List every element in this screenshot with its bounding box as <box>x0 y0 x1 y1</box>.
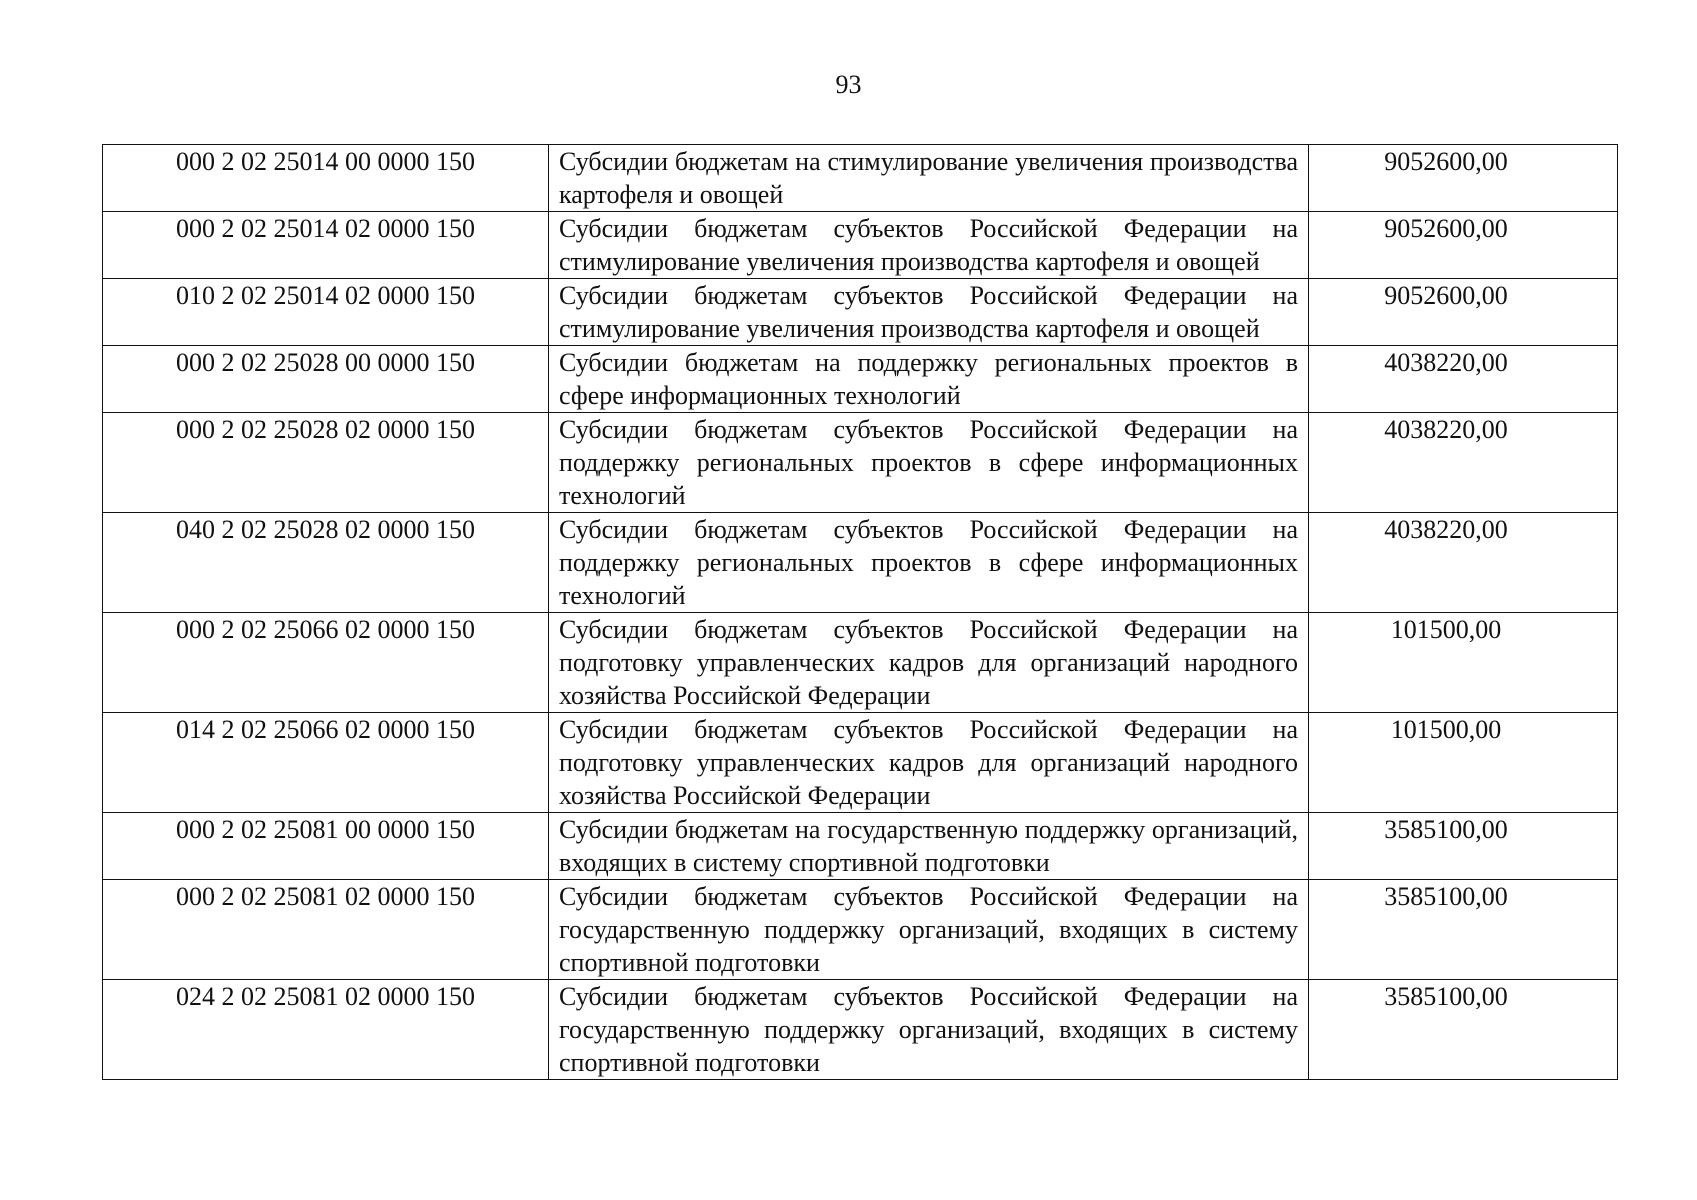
budget-code: 014 2 02 25066 02 0000 150 <box>103 713 549 813</box>
budget-description: Субсидии бюджетам субъектов Российской Федерации на поддержку региональных проектов в сфере информационных технологий <box>549 413 1309 513</box>
budget-code: 000 2 02 25066 02 0000 150 <box>103 613 549 713</box>
table-row <box>103 413 1618 513</box>
budget-code: 000 2 02 25081 00 0000 150 <box>103 813 549 880</box>
budget-amount: 9052600,00 <box>1384 214 1508 243</box>
budget-amount: 9052600,00 <box>1384 147 1508 176</box>
budget-description: Субсидии бюджетам субъектов Российской Федерации на стимулирование увеличения производства картофеля и овощей <box>549 279 1309 346</box>
budget-description: Субсидии бюджетам субъектов Российской Федерации на государственную поддержку организаций, входящих в систему спортивной подготовки <box>549 880 1309 980</box>
table-row <box>103 346 1618 413</box>
budget-amount-cell <box>1309 713 1618 813</box>
budget-amount: 4038220,00 <box>1384 515 1508 544</box>
budget-description: Субсидии бюджетам на стимулирование увеличения производства картофеля и овощей <box>549 145 1309 212</box>
table-row <box>103 212 1618 279</box>
budget-code: 024 2 02 25081 02 0000 150 <box>103 980 549 1080</box>
table-row <box>103 980 1618 1080</box>
table-row <box>103 145 1618 212</box>
budget-description: Субсидии бюджетам субъектов Российской Федерации на стимулирование увеличения производства картофеля и овощей <box>549 212 1309 279</box>
budget-description: Субсидии бюджетам субъектов Российской Федерации на поддержку региональных проектов в сфере информационных технологий <box>549 513 1309 613</box>
budget-amount-cell <box>1309 346 1618 413</box>
budget-code: 000 2 02 25014 00 0000 150 <box>103 145 549 212</box>
budget-description: Субсидии бюджетам субъектов Российской Федерации на подготовку управленческих кадров для организаций народного хозяйства Российской Федерации <box>549 613 1309 713</box>
budget-amount: 3585100,00 <box>1384 815 1508 844</box>
budget-amount-cell <box>1309 413 1618 513</box>
budget-amount-cell <box>1309 212 1618 279</box>
budget-table <box>102 144 1618 1080</box>
budget-description: Субсидии бюджетам на государственную поддержку организаций, входящих в систему спортивной подготовки <box>549 813 1309 880</box>
table-row <box>103 713 1618 813</box>
budget-code: 000 2 02 25014 02 0000 150 <box>103 212 549 279</box>
budget-code: 000 2 02 25028 02 0000 150 <box>103 413 549 513</box>
budget-description: Субсидии бюджетам на поддержку региональных проектов в сфере информационных технологий <box>549 346 1309 413</box>
budget-amount-cell <box>1309 613 1618 713</box>
budget-code: 000 2 02 25028 00 0000 150 <box>103 346 549 413</box>
budget-amount: 4038220,00 <box>1384 415 1508 444</box>
budget-amount-cell <box>1309 980 1618 1080</box>
budget-amount-cell <box>1309 813 1618 880</box>
budget-amount-cell <box>1309 279 1618 346</box>
budget-code: 040 2 02 25028 02 0000 150 <box>103 513 549 613</box>
table-row <box>103 279 1618 346</box>
table-row <box>103 513 1618 613</box>
budget-amount: 101500,00 <box>1390 715 1502 744</box>
budget-amount-cell <box>1309 513 1618 613</box>
budget-amount-cell <box>1309 880 1618 980</box>
budget-amount: 4038220,00 <box>1384 348 1508 377</box>
budget-amount-cell <box>1309 145 1618 212</box>
budget-amount: 9052600,00 <box>1384 281 1508 310</box>
table-row <box>103 880 1618 980</box>
budget-amount: 3585100,00 <box>1384 982 1508 1011</box>
table-row <box>103 813 1618 880</box>
budget-code: 010 2 02 25014 02 0000 150 <box>103 279 549 346</box>
page-number: 93 <box>835 70 862 99</box>
budget-amount: 101500,00 <box>1390 615 1502 644</box>
budget-description: Субсидии бюджетам субъектов Российской Федерации на государственную поддержку организаций, входящих в систему спортивной подготовки <box>549 980 1309 1080</box>
budget-description: Субсидии бюджетам субъектов Российской Федерации на подготовку управленческих кадров для организаций народного хозяйства Российской Федерации <box>549 713 1309 813</box>
table-row <box>103 613 1618 713</box>
budget-amount: 3585100,00 <box>1384 882 1508 911</box>
budget-code: 000 2 02 25081 02 0000 150 <box>103 880 549 980</box>
